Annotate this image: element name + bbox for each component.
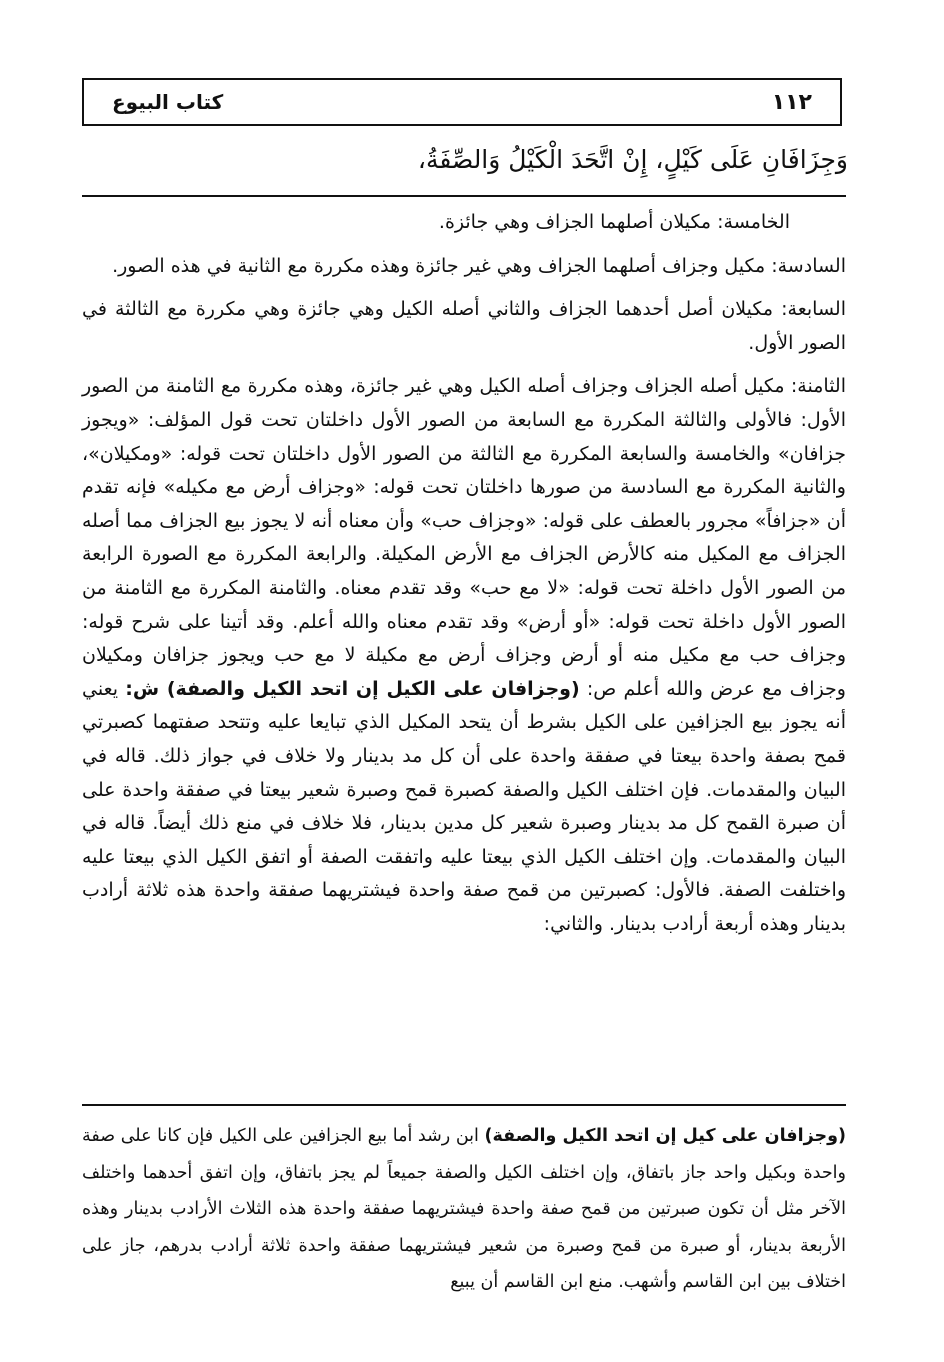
- page-number: ١١٢: [771, 89, 812, 115]
- footnote: [82, 1118, 846, 1301]
- paragraph-fifth: الخامسة: مكيلان أصلهما الجزاف وهي جائزة.: [438, 211, 790, 233]
- page-header: [82, 78, 842, 126]
- book-title: كتاب البيوع: [112, 90, 224, 114]
- matn-text: وَجِزَافَانِ عَلَى كَيْلٍ، إِنْ اتَّحَدَ الْكَيْلُ وَالصِّفَةُ،: [417, 145, 848, 174]
- paragraph-seventh: السابعة: مكيلان أصل أحدهما الجزاف والثاني أصله الكيل وهي جائزة وهي مكررة مع الثالثة في الصور الأول.: [82, 298, 846, 354]
- top-divider: [82, 195, 846, 197]
- paragraph-eighth-text: الثامنة: مكيل أصله الجزاف وجزاف أصله الكيل وهي غير جائزة، وهذه مكررة مع الثامنة من الصور الأول: فالأولى والثالثة المكررة مع السابعة من الصور الأول داخلتان تحت قول المؤلف: «ويجوز جزافان» والخامسة والسابعة المكررة مع الثالثة من الصور الأول داخلتان تحت قوله: «ومكيلان»، والثانية المكررة مع السادسة من صورها داخلتان تحت قوله: «وجزاف أرض مع مكيله» فإنه تقدم أن «جزافاً» مجرور بالعطف على قوله: «وجزاف حب» وأن معناه أنه لا يجوز بيع الجزاف مما أصله الجزاف مع المكيل منه كالأرض الجزاف مع الأرض المكيلة. والرابعة المكررة مع الصورة الرابعة من الصور الأول داخلة تحت قوله: «لا مع حب» وقد تقدم معناه. والثامنة المكررة مع الثامنة من الصور الأول داخلة تحت قوله: «أو أرض» وقد تقدم معناه والله أعلم. وقد أتينا على شرح قوله: وجزاف حب مع مكيل منه أو أرض وجزاف أرض مع مكيلة لا مع حب ويجوز جزافان ومكيلان وجزاف مع عرض والله أعلم ص:: [82, 375, 846, 700]
- paragraph-eighth-tail: يعني أنه يجوز بيع الجزافين على الكيل بشرط أن يتحد المكيل الذي تبايعا عليه وتتحد صفتهما كصبرتي قمح بصفة واحدة بيعتا في صفقة واحدة على أن كل مد بدينار ولا خلاف في جواز ذلك. قاله في البيان والمقدمات. فإن اختلف الكيل والصفة كصبرة قمح وصبرة شعير بيعتا في صفقة واحدة على أن صبرة القمح كل مد بدينار وصبرة شعير كل مدين بدينار، فلا خلاف في منع ذلك أيضاً. قاله في البيان والمقدمات. وإن اختلف الكيل الذي بيعتا عليه واتفقت الصفة أو اتفق الكيل الذي بيعتا عليه واختلفت الصفة. فالأول: كصبرتين من قمح صفة واحدة فيشتريهما صفقة واحدة هذه ثلاثة أرادب بدينار وهذه أربعة أرادب بدينار. والثاني:: [82, 677, 846, 935]
- matn-quote: (وجزافان على الكيل إن اتحد الكيل والصفة) ش:: [125, 677, 580, 700]
- footnote-text: ابن رشد أما بيع الجزافين على الكيل فإن كانا على صفة واحدة وبكيل واحد جاز باتفاق، وإن اختلف الكيل والصفة جميعاً لم يجز باتفاق، وإن اتفق أحدهما واختلف الآخر مثل أن تكون صبرتين من قمح صفة واحدة فيشتريهما صفقة واحدة هذه الثلاث الأرادب بدينار وهذه الأربعة بدينار، أو صبرة من قمح وصبرة من شعير فيشتريهما صفقة واحدة ثلاثة أرادب بدرهم، جاز على اختلاف بين ابن القاسم وأشهب. منع ابن القاسم أن يبيع: [82, 1126, 846, 1292]
- commentary-body: [82, 206, 846, 941]
- footnote-divider: [82, 1104, 846, 1106]
- paragraph-sixth: السادسة: مكيل وجزاف أصلهما الجزاف وهي غير جائزة وهذه مكررة مع الثانية في هذه الصور.: [112, 254, 846, 277]
- paragraph-eighth: [82, 370, 846, 941]
- footnote-paragraph: [82, 1118, 846, 1301]
- footnote-quote: (وجزافان على كيل إن اتحد الكيل والصفة): [484, 1126, 846, 1146]
